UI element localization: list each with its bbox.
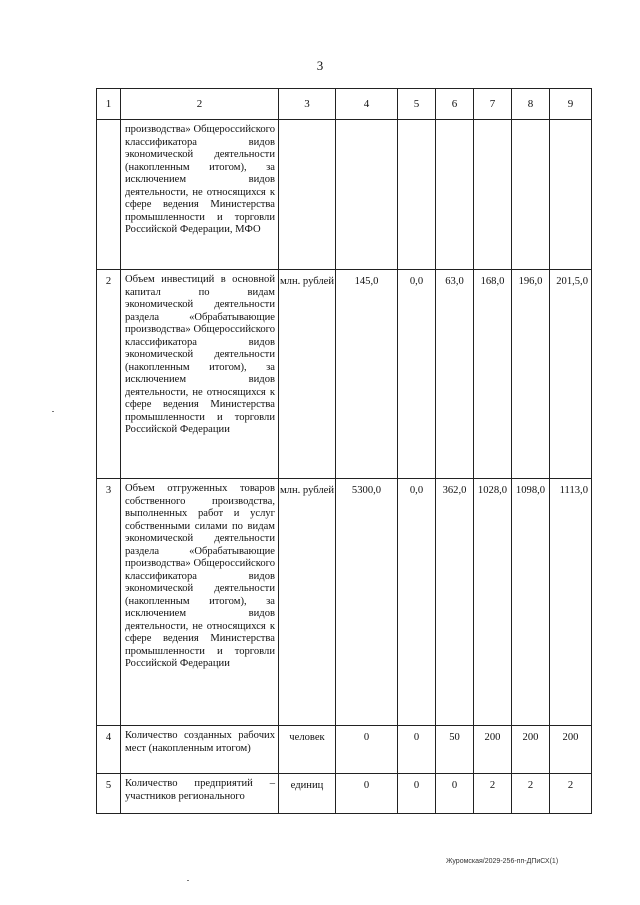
document-reference-footer: Журомская/2029-256-пп-ДПиСХ(1) bbox=[446, 858, 559, 865]
header-cell: 7 bbox=[474, 89, 512, 120]
header-cell: 6 bbox=[436, 89, 474, 120]
value-cell: 0 bbox=[336, 726, 398, 774]
row-number: 3 bbox=[97, 479, 121, 726]
header-row bbox=[97, 89, 592, 120]
value-cell bbox=[474, 120, 512, 270]
page-number: 3 bbox=[316, 58, 324, 73]
value-cell: 2 bbox=[550, 774, 592, 814]
row-number: 5 bbox=[97, 774, 121, 814]
value-cell: 2 bbox=[474, 774, 512, 814]
header-cell: 9 bbox=[550, 89, 592, 120]
value-cell: 50 bbox=[436, 726, 474, 774]
scan-speck bbox=[187, 880, 189, 881]
indicator-description: Количество предприятий – участников регионального bbox=[121, 774, 279, 814]
value-cell: 0,0 bbox=[398, 479, 436, 726]
header-cell: 4 bbox=[336, 89, 398, 120]
unit-cell: млн. рублей bbox=[279, 479, 336, 726]
unit-cell: млн. рублей bbox=[279, 270, 336, 479]
value-cell: 200 bbox=[550, 726, 592, 774]
header-cell: 1 bbox=[97, 89, 121, 120]
value-cell: 168,0 bbox=[474, 270, 512, 479]
value-cell bbox=[398, 120, 436, 270]
header-cell: 5 bbox=[398, 89, 436, 120]
unit-cell bbox=[279, 120, 336, 270]
unit-cell: человек bbox=[279, 726, 336, 774]
table-row bbox=[97, 774, 592, 814]
value-cell: 0 bbox=[398, 726, 436, 774]
value-cell: 5300,0 bbox=[336, 479, 398, 726]
value-cell: 362,0 bbox=[436, 479, 474, 726]
value-cell: 0 bbox=[436, 774, 474, 814]
value-cell: 200 bbox=[512, 726, 550, 774]
value-cell: 145,0 bbox=[336, 270, 398, 479]
value-cell: 1028,0 bbox=[474, 479, 512, 726]
value-cell: 196,0 bbox=[512, 270, 550, 479]
value-cell bbox=[436, 120, 474, 270]
unit-cell: единиц bbox=[279, 774, 336, 814]
value-cell: 1113,0 bbox=[550, 479, 592, 726]
row-number bbox=[97, 120, 121, 270]
value-cell: 1098,0 bbox=[512, 479, 550, 726]
header-cell: 2 bbox=[121, 89, 279, 120]
value-cell: 201,5,0 bbox=[550, 270, 592, 479]
scan-speck bbox=[52, 411, 54, 412]
indicator-description: производства» Общероссийского классификатора видов экономической деятельности (накопленным итогом), за исключением видов деятельности, не относящихся к сфере ведения Министерства промышленности и торговли Российской Федерации, МФО bbox=[121, 120, 279, 270]
table-row bbox=[97, 270, 592, 479]
indicators-table bbox=[96, 88, 592, 814]
table-row bbox=[97, 479, 592, 726]
table-row bbox=[97, 120, 592, 270]
value-cell bbox=[550, 120, 592, 270]
value-cell: 0,0 bbox=[398, 270, 436, 479]
value-cell: 0 bbox=[336, 774, 398, 814]
row-number: 4 bbox=[97, 726, 121, 774]
value-cell: 0 bbox=[398, 774, 436, 814]
header-cell: 8 bbox=[512, 89, 550, 120]
header-cell: 3 bbox=[279, 89, 336, 120]
value-cell: 2 bbox=[512, 774, 550, 814]
value-cell: 200 bbox=[474, 726, 512, 774]
indicator-description: Объем отгруженных товаров собственного производства, выполненных работ и услуг собственными силами по видам экономической деятельности раздела «Обрабатывающие производства» Общероссийского классификатора видов экономической деятельности (накопленным итогом), за исключением видов деятельности, не относящихся к сфере ведения Министерства промышленности и торговли Российской Федерации bbox=[121, 479, 279, 726]
row-number: 2 bbox=[97, 270, 121, 479]
indicator-description: Количество созданных рабочих мест (накопленным итогом) bbox=[121, 726, 279, 774]
table-row bbox=[97, 726, 592, 774]
value-cell: 63,0 bbox=[436, 270, 474, 479]
value-cell bbox=[336, 120, 398, 270]
value-cell bbox=[512, 120, 550, 270]
indicator-description: Объем инвестиций в основной капитал по видам экономической деятельности раздела «Обрабатывающие производства» Общероссийского классификатора видов экономической деятельности (накопленным итогом), за исключением видов деятельности, не относящихся к сфере ведения Министерства промышленности и торговли Российской Федерации bbox=[121, 270, 279, 479]
